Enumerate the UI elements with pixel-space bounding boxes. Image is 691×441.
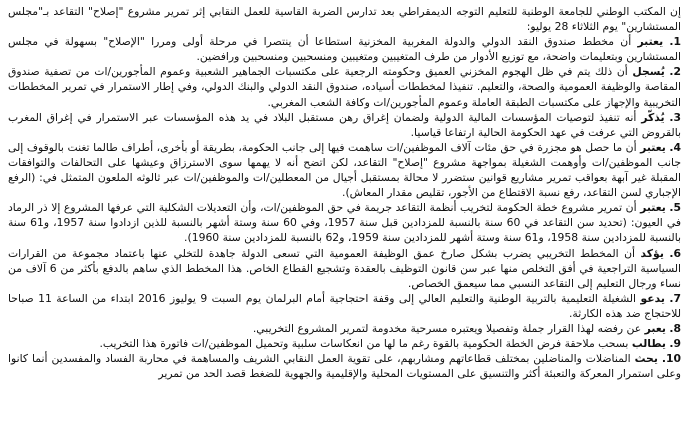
- statement-item-3: [8, 110, 681, 140]
- statement-item-7: [8, 291, 681, 321]
- item-number: 5.: [669, 201, 681, 215]
- item-number: 8.: [669, 321, 681, 335]
- item-text: أن المخطط التخريبي يضرب بشكل صارخ عمق الوظيفة العمومية التي تسعى الدولة جاهدة للتخلي عنها باعتماد مجموعة من القرارات السياسية التراجعية في أفق التخلص منها عبر سن قانون التوظيف بالعقدة وتشجيع القطاع الخاص. هذا المخطط الذي ساهم بالدفع بأكثر من 6 آلاف من نساء ورجال التعليم إلى التقاعد النسبي مما سيعمق الخصاص.: [8, 246, 681, 290]
- item-keyword: يعتبر: [637, 35, 664, 49]
- item-number: 7.: [669, 291, 681, 305]
- item-keyword: يعتبر: [640, 140, 666, 154]
- statement-item-10: [8, 351, 681, 381]
- item-number: 6.: [669, 246, 681, 260]
- item-keyword: يعبر: [644, 321, 666, 335]
- item-text: بسحب ملاحقة فرض الخطة الحكومية بالقوة رغم ما لها من انعكاسات سلبية وتحميل الموظفين/ات فاتورة هذا التخريب.: [99, 337, 629, 351]
- item-number: 4.: [669, 140, 682, 154]
- item-text: عن رفضه لهذا القرار جملة وتفصيلا ويعتبره مسرحية مخدومة لتمرير المشروع التخريبي.: [252, 321, 642, 335]
- item-number: 2.: [669, 65, 681, 79]
- item-keyword: يُذكّر: [641, 110, 665, 124]
- intro-paragraph: إن المكتب الوطني للجامعة الوطنية للتعليم التوجه الديمقراطي بعد تدارس الضربة القاسية للعمل النقابي إثر تمرير مشروع "إصلاح" التقاعد بـ"مجلس المستشارين" يوم الثلاثاء 28 يوليو:: [8, 5, 681, 34]
- item-number: 3.: [669, 110, 681, 124]
- statement-item-9: [8, 336, 681, 351]
- item-number: 10.: [661, 352, 682, 366]
- item-text: الشغيلة التعليمية بالتربية الوطنية والتعليم العالي إلى وقفة احتجاجية أمام البرلمان يوم السبت 9 يوليوز 2016 ابتداء من الساعة 11 صباحا للاحتجاج ضد هذه الكارثة.: [8, 291, 681, 320]
- item-keyword: يطالب: [631, 337, 666, 351]
- statement-item-8: [8, 321, 681, 336]
- statement-item-6: [8, 246, 681, 291]
- item-keyword: يدعو: [640, 291, 665, 305]
- item-keyword: يعتبر: [640, 201, 666, 215]
- item-number: 1.: [669, 35, 681, 49]
- statement-item-5: [8, 200, 681, 245]
- statement-item-4: [8, 140, 681, 200]
- item-number: 9.: [669, 337, 681, 351]
- item-text: المناضلات والمناضلين بمختلف قطاعاتهم ومشاربهم، على تقوية العمل النقابي الشريف والمساهمة في محاربة الفساد والمفسدين أنما كانوا وعلى استمرار المعركة والتعبئة أكثر والتنسيق على المستويات المحلية والإقليمية والجهوية للضغط قصد الحد من تمرير: [8, 352, 681, 381]
- item-keyword: يؤكد: [640, 246, 664, 260]
- item-text: أن مخطط صندوق النقد الدولي والدولة المغربية المخزنية استطاعا أن ينتصرا في مرحلة أولى ومررا "الإصلاح" بسهولة في مجلس المستشارين وبتعليمات واضحة، مع توزيع الأدوار من طرف المتغيبين ومتغيبين ومنسحبين ومنسحبين ورافضين.: [8, 35, 681, 64]
- item-text: أن تمرير مشروع خطة الحكومة لتخريب أنظمة التقاعد جريمة في حق الموظفين/ات، وأن التعديلات الشكلية التي عرفها المشروع إلا ذر الرماد في العيون: (تحديد سن التقاعد في 60 سنة بالنسبة للمزدادين قبل سنة 1957، وفي 60 سنة وستة أشهر بالنسبة للذين ازدادوا سنة 1957، و61 سنة بالنسبة للمزدادين سنة 1958، و61 سنة وستة أشهر للمزدادين سنة 1959، و62 بالنسبة للمزدادين سنة 1960).: [8, 201, 681, 245]
- item-text: أن ما حصل هو مجزرة في حق مئات آلاف الموظفين/ات ساهمت فيها إلى جانب الحكومة، بطريقة أو بأخرى، أطراف طالما تغنت بالوقوف إلى جانب الموظفين/ات وأوهمت الشغيلة بمواجهة مشروع "إصلاح" التقاعد، لكن اتضح أنه لا يهمها سوى الاسترزاق وعيشها على التحالفات والتوافقات المقبلة غير آبهة بعواقب تمرير مشاريع قوانين ستضرر لا محالة بمستقبل أجيال من المعطلين/ات والموظفين/ات عبر ثالوثه الملعون المتمثل في: (الرفع الإجباري لسن التقاعد، رفع نسبة الاقتطاع من الأجور، تقليص مقدار المعاش).: [8, 140, 681, 200]
- item-keyword: يحث: [634, 352, 658, 366]
- statement-item-1: [8, 34, 681, 64]
- item-keyword: يُسجل: [632, 65, 665, 79]
- statement-item-2: [8, 64, 681, 109]
- item-text: أن ذلك يتم في ظل الهجوم المخزني العميق وحكومته الرجعية على مكتسبات الجماهير الشعبية وعموم المأجورين/ات من تصفية صندوق المقاصة والوظيفة العمومية والصحة، والتعليم. تنفيذا لمخططات أسياده، صندوق النقد الدولي والبنك الدولي، وفي إطار الاستمرار في تمرير المخططات التخريبية والإجهاز على مكتسبات الطبقة العاملة وعموم المأجورين/ات وكافة الشعب المغربي.: [8, 65, 681, 109]
- item-text: أنه تنفيذ لتوصيات المؤسسات المالية الدولية ولضمان إغراق رهن مستقبل البلاد في يد هذه المؤسسات عبر الاستمرار في إغراق المغرب بالقروض التي عرفت في عهد الحكومة الحالية ارتفاعا قياسيا.: [8, 110, 681, 139]
